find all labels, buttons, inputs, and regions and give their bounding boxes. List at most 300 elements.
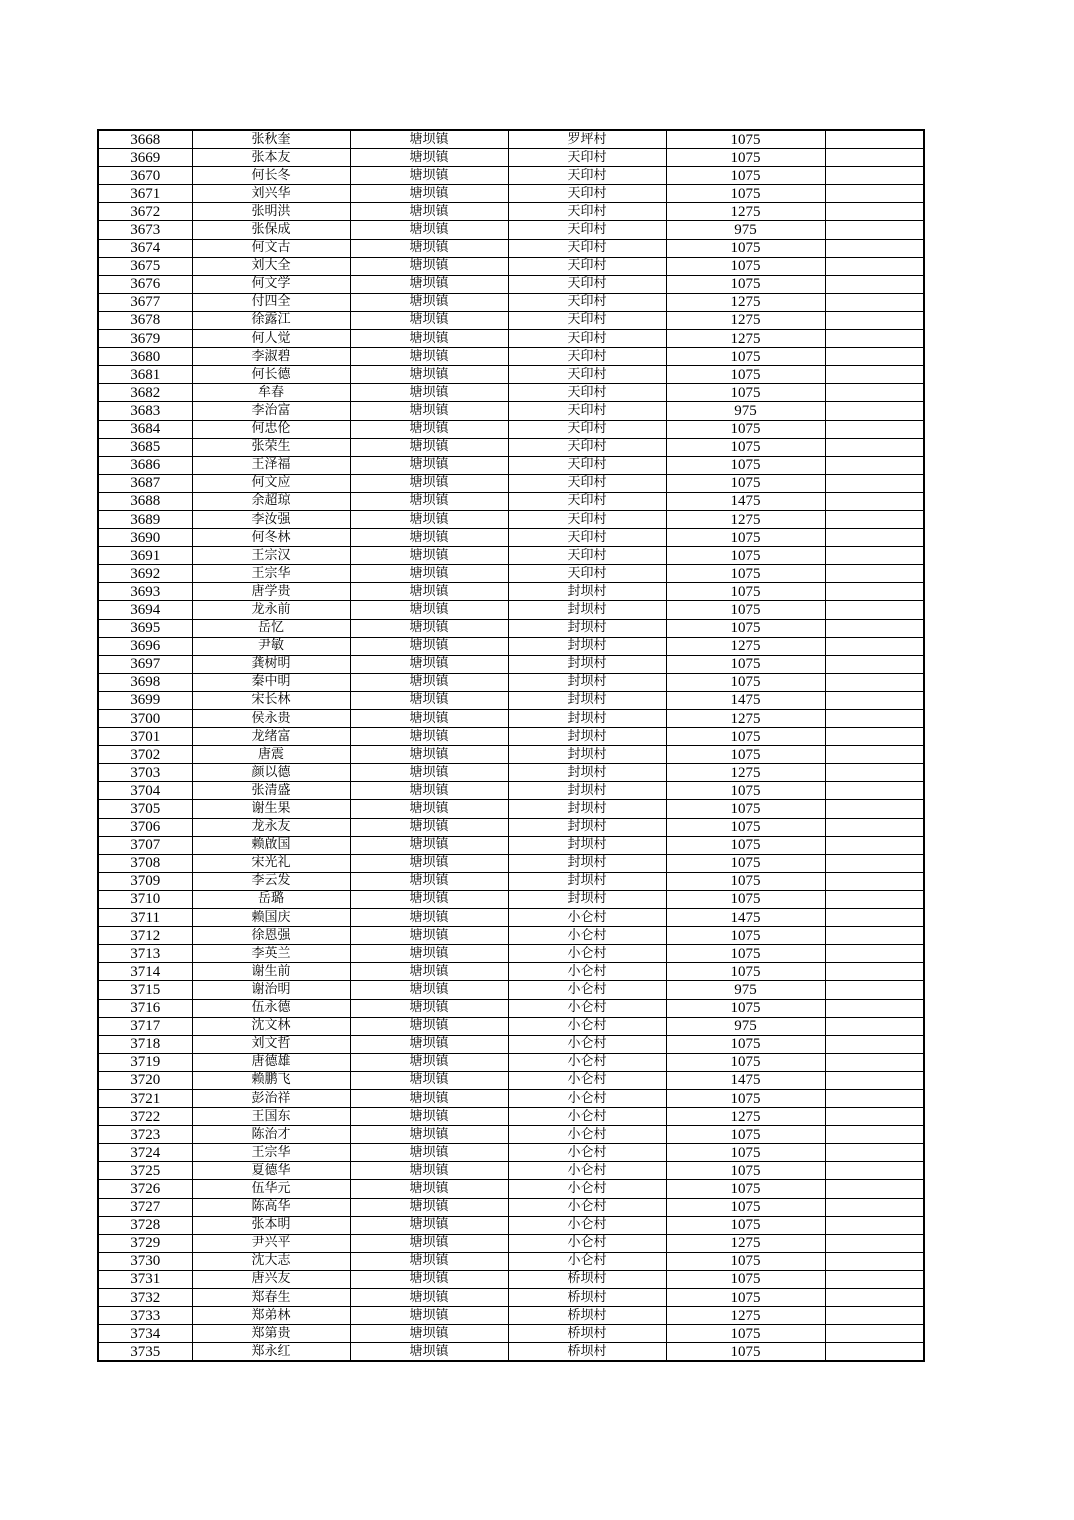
town-cell: 塘坝镇 bbox=[350, 1089, 508, 1107]
table-row bbox=[98, 764, 924, 782]
table-row bbox=[98, 1126, 924, 1144]
table-row bbox=[98, 311, 924, 329]
amount-cell: 1275 bbox=[666, 710, 825, 728]
village-cell: 天印村 bbox=[508, 311, 666, 329]
village-cell: 封坝村 bbox=[508, 583, 666, 601]
table-row bbox=[98, 384, 924, 402]
name-cell: 赖鹏飞 bbox=[192, 1071, 350, 1089]
row-number-cell: 3720 bbox=[98, 1071, 192, 1089]
amount-cell: 1075 bbox=[666, 818, 825, 836]
name-cell: 岳忆 bbox=[192, 619, 350, 637]
remark-cell bbox=[825, 673, 924, 691]
village-cell: 封坝村 bbox=[508, 746, 666, 764]
amount-cell: 1075 bbox=[666, 673, 825, 691]
row-number-cell: 3704 bbox=[98, 782, 192, 800]
table-row bbox=[98, 510, 924, 528]
remark-cell bbox=[825, 963, 924, 981]
row-number-cell: 3673 bbox=[98, 221, 192, 239]
table-row bbox=[98, 1343, 924, 1362]
village-cell: 天印村 bbox=[508, 348, 666, 366]
town-cell: 塘坝镇 bbox=[350, 1053, 508, 1071]
remark-cell bbox=[825, 927, 924, 945]
table-row bbox=[98, 818, 924, 836]
town-cell: 塘坝镇 bbox=[350, 1198, 508, 1216]
amount-cell: 1075 bbox=[666, 1198, 825, 1216]
row-number-cell: 3669 bbox=[98, 149, 192, 167]
town-cell: 塘坝镇 bbox=[350, 185, 508, 203]
amount-cell: 1075 bbox=[666, 384, 825, 402]
amount-cell: 1075 bbox=[666, 474, 825, 492]
village-cell: 桥坝村 bbox=[508, 1289, 666, 1307]
amount-cell: 1475 bbox=[666, 1071, 825, 1089]
name-cell: 唐震 bbox=[192, 746, 350, 764]
amount-cell: 1075 bbox=[666, 619, 825, 637]
name-cell: 陈治才 bbox=[192, 1126, 350, 1144]
remark-cell bbox=[825, 981, 924, 999]
name-cell: 侯永贵 bbox=[192, 710, 350, 728]
remark-cell bbox=[825, 1289, 924, 1307]
amount-cell: 1075 bbox=[666, 239, 825, 257]
remark-cell bbox=[825, 764, 924, 782]
name-cell: 何冬林 bbox=[192, 529, 350, 547]
table-row bbox=[98, 691, 924, 709]
row-number-cell: 3668 bbox=[98, 130, 192, 149]
town-cell: 塘坝镇 bbox=[350, 782, 508, 800]
village-cell: 天印村 bbox=[508, 547, 666, 565]
town-cell: 塘坝镇 bbox=[350, 275, 508, 293]
row-number-cell: 3692 bbox=[98, 565, 192, 583]
remark-cell bbox=[825, 999, 924, 1017]
table-row bbox=[98, 1307, 924, 1325]
remark-cell bbox=[825, 1035, 924, 1053]
amount-cell: 1075 bbox=[666, 1270, 825, 1288]
name-cell: 龚树明 bbox=[192, 655, 350, 673]
row-number-cell: 3681 bbox=[98, 366, 192, 384]
table-row bbox=[98, 547, 924, 565]
village-cell: 天印村 bbox=[508, 293, 666, 311]
amount-cell: 1075 bbox=[666, 1126, 825, 1144]
amount-cell: 1075 bbox=[666, 655, 825, 673]
name-cell: 王宗汉 bbox=[192, 547, 350, 565]
name-cell: 郑永红 bbox=[192, 1343, 350, 1362]
table-row bbox=[98, 1144, 924, 1162]
table-row bbox=[98, 909, 924, 927]
name-cell: 唐德雄 bbox=[192, 1053, 350, 1071]
table-row bbox=[98, 565, 924, 583]
village-cell: 小仑村 bbox=[508, 909, 666, 927]
remark-cell bbox=[825, 655, 924, 673]
table-row bbox=[98, 366, 924, 384]
village-cell: 封坝村 bbox=[508, 673, 666, 691]
village-cell: 封坝村 bbox=[508, 691, 666, 709]
table-body bbox=[98, 130, 924, 1361]
town-cell: 塘坝镇 bbox=[350, 330, 508, 348]
village-cell: 天印村 bbox=[508, 438, 666, 456]
amount-cell: 1075 bbox=[666, 565, 825, 583]
remark-cell bbox=[825, 1162, 924, 1180]
remark-cell bbox=[825, 167, 924, 185]
amount-cell: 1075 bbox=[666, 529, 825, 547]
amount-cell: 1075 bbox=[666, 366, 825, 384]
table-row bbox=[98, 1216, 924, 1234]
town-cell: 塘坝镇 bbox=[350, 529, 508, 547]
town-cell: 塘坝镇 bbox=[350, 1270, 508, 1288]
amount-cell: 1075 bbox=[666, 167, 825, 185]
remark-cell bbox=[825, 456, 924, 474]
table-row bbox=[98, 438, 924, 456]
row-number-cell: 3721 bbox=[98, 1089, 192, 1107]
village-cell: 封坝村 bbox=[508, 619, 666, 637]
row-number-cell: 3734 bbox=[98, 1325, 192, 1343]
town-cell: 塘坝镇 bbox=[350, 474, 508, 492]
village-cell: 封坝村 bbox=[508, 782, 666, 800]
remark-cell bbox=[825, 619, 924, 637]
village-cell: 天印村 bbox=[508, 492, 666, 510]
data-table bbox=[97, 129, 925, 1362]
amount-cell: 1275 bbox=[666, 764, 825, 782]
table-row bbox=[98, 1017, 924, 1035]
row-number-cell: 3713 bbox=[98, 945, 192, 963]
town-cell: 塘坝镇 bbox=[350, 909, 508, 927]
town-cell: 塘坝镇 bbox=[350, 565, 508, 583]
name-cell: 岳璐 bbox=[192, 890, 350, 908]
village-cell: 天印村 bbox=[508, 384, 666, 402]
row-number-cell: 3671 bbox=[98, 185, 192, 203]
town-cell: 塘坝镇 bbox=[350, 818, 508, 836]
village-cell: 封坝村 bbox=[508, 890, 666, 908]
town-cell: 塘坝镇 bbox=[350, 1216, 508, 1234]
row-number-cell: 3719 bbox=[98, 1053, 192, 1071]
remark-cell bbox=[825, 945, 924, 963]
name-cell: 伍永德 bbox=[192, 999, 350, 1017]
amount-cell: 1075 bbox=[666, 1343, 825, 1362]
town-cell: 塘坝镇 bbox=[350, 945, 508, 963]
table-row bbox=[98, 872, 924, 890]
town-cell: 塘坝镇 bbox=[350, 836, 508, 854]
town-cell: 塘坝镇 bbox=[350, 438, 508, 456]
amount-cell: 1075 bbox=[666, 601, 825, 619]
row-number-cell: 3670 bbox=[98, 167, 192, 185]
amount-cell: 1075 bbox=[666, 583, 825, 601]
village-cell: 封坝村 bbox=[508, 601, 666, 619]
table-row bbox=[98, 655, 924, 673]
town-cell: 塘坝镇 bbox=[350, 981, 508, 999]
remark-cell bbox=[825, 221, 924, 239]
table-row bbox=[98, 728, 924, 746]
table-row bbox=[98, 1162, 924, 1180]
row-number-cell: 3694 bbox=[98, 601, 192, 619]
table-row bbox=[98, 203, 924, 221]
town-cell: 塘坝镇 bbox=[350, 637, 508, 655]
row-number-cell: 3690 bbox=[98, 529, 192, 547]
remark-cell bbox=[825, 130, 924, 149]
village-cell: 封坝村 bbox=[508, 800, 666, 818]
remark-cell bbox=[825, 529, 924, 547]
name-cell: 付四全 bbox=[192, 293, 350, 311]
row-number-cell: 3684 bbox=[98, 420, 192, 438]
name-cell: 赖国庆 bbox=[192, 909, 350, 927]
remark-cell bbox=[825, 1270, 924, 1288]
table-row bbox=[98, 854, 924, 872]
town-cell: 塘坝镇 bbox=[350, 800, 508, 818]
row-number-cell: 3733 bbox=[98, 1307, 192, 1325]
table-row bbox=[98, 999, 924, 1017]
name-cell: 李云发 bbox=[192, 872, 350, 890]
amount-cell: 1275 bbox=[666, 203, 825, 221]
remark-cell bbox=[825, 239, 924, 257]
village-cell: 小仑村 bbox=[508, 1053, 666, 1071]
remark-cell bbox=[825, 438, 924, 456]
row-number-cell: 3731 bbox=[98, 1270, 192, 1288]
row-number-cell: 3722 bbox=[98, 1108, 192, 1126]
amount-cell: 1275 bbox=[666, 510, 825, 528]
name-cell: 张本友 bbox=[192, 149, 350, 167]
village-cell: 天印村 bbox=[508, 529, 666, 547]
town-cell: 塘坝镇 bbox=[350, 854, 508, 872]
remark-cell bbox=[825, 782, 924, 800]
row-number-cell: 3715 bbox=[98, 981, 192, 999]
village-cell: 天印村 bbox=[508, 221, 666, 239]
name-cell: 郑第贵 bbox=[192, 1325, 350, 1343]
name-cell: 郑弟林 bbox=[192, 1307, 350, 1325]
remark-cell bbox=[825, 348, 924, 366]
name-cell: 何文古 bbox=[192, 239, 350, 257]
name-cell: 刘兴华 bbox=[192, 185, 350, 203]
remark-cell bbox=[825, 854, 924, 872]
amount-cell: 1075 bbox=[666, 1252, 825, 1270]
amount-cell: 1075 bbox=[666, 348, 825, 366]
table-row bbox=[98, 1289, 924, 1307]
remark-cell bbox=[825, 366, 924, 384]
name-cell: 何长德 bbox=[192, 366, 350, 384]
row-number-cell: 3699 bbox=[98, 691, 192, 709]
row-number-cell: 3712 bbox=[98, 927, 192, 945]
amount-cell: 1075 bbox=[666, 456, 825, 474]
name-cell: 王泽福 bbox=[192, 456, 350, 474]
name-cell: 秦中明 bbox=[192, 673, 350, 691]
name-cell: 何人觉 bbox=[192, 330, 350, 348]
table-row bbox=[98, 492, 924, 510]
name-cell: 李汝强 bbox=[192, 510, 350, 528]
amount-cell: 1075 bbox=[666, 782, 825, 800]
village-cell: 小仑村 bbox=[508, 1089, 666, 1107]
remark-cell bbox=[825, 1198, 924, 1216]
table-row bbox=[98, 456, 924, 474]
name-cell: 徐恩强 bbox=[192, 927, 350, 945]
row-number-cell: 3735 bbox=[98, 1343, 192, 1362]
town-cell: 塘坝镇 bbox=[350, 728, 508, 746]
town-cell: 塘坝镇 bbox=[350, 872, 508, 890]
row-number-cell: 3693 bbox=[98, 583, 192, 601]
village-cell: 天印村 bbox=[508, 203, 666, 221]
town-cell: 塘坝镇 bbox=[350, 927, 508, 945]
village-cell: 封坝村 bbox=[508, 818, 666, 836]
table-row bbox=[98, 167, 924, 185]
row-number-cell: 3728 bbox=[98, 1216, 192, 1234]
row-number-cell: 3718 bbox=[98, 1035, 192, 1053]
table-row bbox=[98, 529, 924, 547]
row-number-cell: 3703 bbox=[98, 764, 192, 782]
row-number-cell: 3687 bbox=[98, 474, 192, 492]
village-cell: 小仑村 bbox=[508, 1252, 666, 1270]
remark-cell bbox=[825, 1343, 924, 1362]
town-cell: 塘坝镇 bbox=[350, 257, 508, 275]
row-number-cell: 3711 bbox=[98, 909, 192, 927]
name-cell: 郑春生 bbox=[192, 1289, 350, 1307]
town-cell: 塘坝镇 bbox=[350, 1180, 508, 1198]
amount-cell: 1075 bbox=[666, 854, 825, 872]
remark-cell bbox=[825, 510, 924, 528]
table-row bbox=[98, 890, 924, 908]
table-row bbox=[98, 673, 924, 691]
table-row bbox=[98, 1180, 924, 1198]
village-cell: 封坝村 bbox=[508, 728, 666, 746]
remark-cell bbox=[825, 601, 924, 619]
table-row bbox=[98, 1234, 924, 1252]
name-cell: 张明洪 bbox=[192, 203, 350, 221]
row-number-cell: 3732 bbox=[98, 1289, 192, 1307]
name-cell: 何文应 bbox=[192, 474, 350, 492]
table-row bbox=[98, 221, 924, 239]
town-cell: 塘坝镇 bbox=[350, 999, 508, 1017]
remark-cell bbox=[825, 691, 924, 709]
town-cell: 塘坝镇 bbox=[350, 547, 508, 565]
remark-cell bbox=[825, 836, 924, 854]
row-number-cell: 3701 bbox=[98, 728, 192, 746]
village-cell: 天印村 bbox=[508, 167, 666, 185]
village-cell: 封坝村 bbox=[508, 764, 666, 782]
village-cell: 天印村 bbox=[508, 239, 666, 257]
table-row bbox=[98, 1325, 924, 1343]
village-cell: 天印村 bbox=[508, 456, 666, 474]
amount-cell: 1075 bbox=[666, 257, 825, 275]
name-cell: 龙绪富 bbox=[192, 728, 350, 746]
name-cell: 张秋奎 bbox=[192, 130, 350, 149]
village-cell: 天印村 bbox=[508, 257, 666, 275]
town-cell: 塘坝镇 bbox=[350, 510, 508, 528]
name-cell: 李英兰 bbox=[192, 945, 350, 963]
name-cell: 赖啟国 bbox=[192, 836, 350, 854]
table-row bbox=[98, 130, 924, 149]
village-cell: 小仑村 bbox=[508, 945, 666, 963]
town-cell: 塘坝镇 bbox=[350, 963, 508, 981]
town-cell: 塘坝镇 bbox=[350, 1234, 508, 1252]
name-cell: 王国东 bbox=[192, 1108, 350, 1126]
table-row bbox=[98, 963, 924, 981]
name-cell: 谢治明 bbox=[192, 981, 350, 999]
row-number-cell: 3724 bbox=[98, 1144, 192, 1162]
village-cell: 小仑村 bbox=[508, 1234, 666, 1252]
name-cell: 王宗华 bbox=[192, 565, 350, 583]
town-cell: 塘坝镇 bbox=[350, 221, 508, 239]
row-number-cell: 3723 bbox=[98, 1126, 192, 1144]
amount-cell: 1075 bbox=[666, 800, 825, 818]
village-cell: 小仑村 bbox=[508, 1216, 666, 1234]
table-row bbox=[98, 927, 924, 945]
village-cell: 封坝村 bbox=[508, 836, 666, 854]
remark-cell bbox=[825, 872, 924, 890]
town-cell: 塘坝镇 bbox=[350, 1108, 508, 1126]
town-cell: 塘坝镇 bbox=[350, 149, 508, 167]
amount-cell: 1075 bbox=[666, 420, 825, 438]
row-number-cell: 3702 bbox=[98, 746, 192, 764]
amount-cell: 1075 bbox=[666, 1325, 825, 1343]
row-number-cell: 3726 bbox=[98, 1180, 192, 1198]
amount-cell: 1275 bbox=[666, 330, 825, 348]
remark-cell bbox=[825, 402, 924, 420]
remark-cell bbox=[825, 257, 924, 275]
village-cell: 小仑村 bbox=[508, 1017, 666, 1035]
village-cell: 封坝村 bbox=[508, 655, 666, 673]
name-cell: 张保成 bbox=[192, 221, 350, 239]
amount-cell: 975 bbox=[666, 1017, 825, 1035]
name-cell: 王宗华 bbox=[192, 1144, 350, 1162]
amount-cell: 1275 bbox=[666, 1307, 825, 1325]
remark-cell bbox=[825, 565, 924, 583]
remark-cell bbox=[825, 330, 924, 348]
town-cell: 塘坝镇 bbox=[350, 1325, 508, 1343]
town-cell: 塘坝镇 bbox=[350, 1071, 508, 1089]
village-cell: 天印村 bbox=[508, 420, 666, 438]
village-cell: 天印村 bbox=[508, 402, 666, 420]
village-cell: 桥坝村 bbox=[508, 1325, 666, 1343]
village-cell: 封坝村 bbox=[508, 854, 666, 872]
remark-cell bbox=[825, 275, 924, 293]
remark-cell bbox=[825, 474, 924, 492]
amount-cell: 1075 bbox=[666, 746, 825, 764]
amount-cell: 975 bbox=[666, 221, 825, 239]
remark-cell bbox=[825, 728, 924, 746]
name-cell: 谢生果 bbox=[192, 800, 350, 818]
row-number-cell: 3680 bbox=[98, 348, 192, 366]
town-cell: 塘坝镇 bbox=[350, 402, 508, 420]
village-cell: 天印村 bbox=[508, 275, 666, 293]
table-row bbox=[98, 782, 924, 800]
village-cell: 天印村 bbox=[508, 474, 666, 492]
remark-cell bbox=[825, 1071, 924, 1089]
village-cell: 小仑村 bbox=[508, 1035, 666, 1053]
amount-cell: 1275 bbox=[666, 1234, 825, 1252]
amount-cell: 1275 bbox=[666, 311, 825, 329]
remark-cell bbox=[825, 800, 924, 818]
row-number-cell: 3710 bbox=[98, 890, 192, 908]
row-number-cell: 3725 bbox=[98, 1162, 192, 1180]
row-number-cell: 3716 bbox=[98, 999, 192, 1017]
remark-cell bbox=[825, 1053, 924, 1071]
amount-cell: 1075 bbox=[666, 438, 825, 456]
town-cell: 塘坝镇 bbox=[350, 130, 508, 149]
name-cell: 李淑碧 bbox=[192, 348, 350, 366]
village-cell: 小仑村 bbox=[508, 927, 666, 945]
row-number-cell: 3691 bbox=[98, 547, 192, 565]
town-cell: 塘坝镇 bbox=[350, 456, 508, 474]
amount-cell: 1075 bbox=[666, 1289, 825, 1307]
village-cell: 封坝村 bbox=[508, 637, 666, 655]
table-row bbox=[98, 1270, 924, 1288]
name-cell: 尹敏 bbox=[192, 637, 350, 655]
town-cell: 塘坝镇 bbox=[350, 890, 508, 908]
row-number-cell: 3674 bbox=[98, 239, 192, 257]
town-cell: 塘坝镇 bbox=[350, 167, 508, 185]
village-cell: 小仑村 bbox=[508, 1108, 666, 1126]
amount-cell: 1075 bbox=[666, 1180, 825, 1198]
name-cell: 颜以德 bbox=[192, 764, 350, 782]
name-cell: 何忠伦 bbox=[192, 420, 350, 438]
remark-cell bbox=[825, 1126, 924, 1144]
remark-cell bbox=[825, 384, 924, 402]
row-number-cell: 3683 bbox=[98, 402, 192, 420]
table-row bbox=[98, 239, 924, 257]
